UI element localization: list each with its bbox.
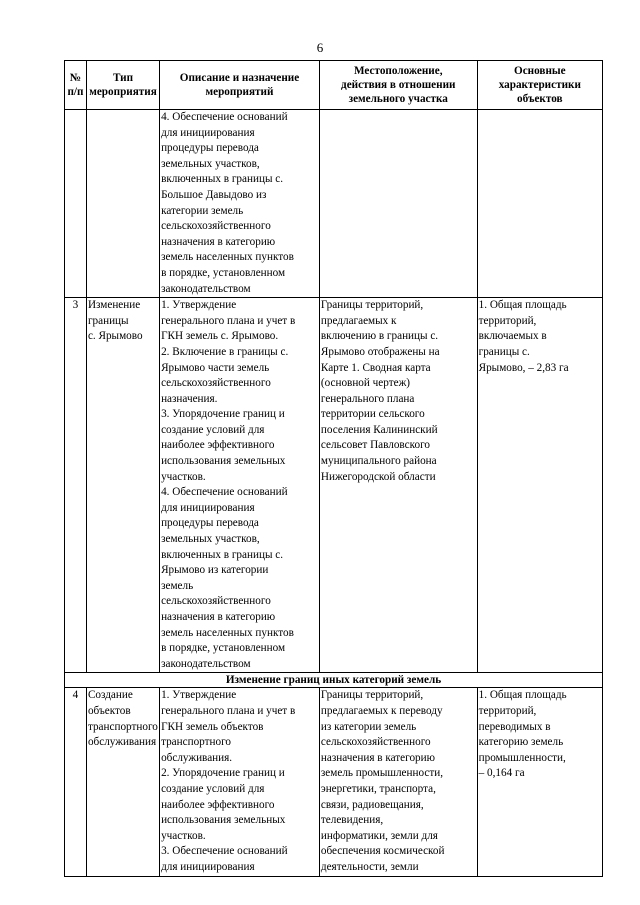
text-line: Границы территорий, <box>320 689 424 702</box>
text-line: с. Ярымово <box>87 330 143 343</box>
text-line: Ярымово, – 2,83 га <box>478 361 569 374</box>
text-line: 3. Обеспечение оснований <box>161 845 288 858</box>
text-line: для инициирования <box>161 501 255 514</box>
text-line: Границы территорий, <box>320 299 424 312</box>
text-line: границы <box>87 314 129 327</box>
header-num <box>65 61 87 110</box>
row3-num: 3 <box>65 298 87 673</box>
text-line: использования земельных <box>161 455 286 468</box>
text-line: категории земель <box>161 204 244 217</box>
text-line: 1. Утверждение <box>161 299 237 312</box>
text-line: создание условий для <box>161 423 265 436</box>
text-line: использования земельных <box>161 814 286 827</box>
text-line: в порядке, установленном <box>161 642 286 655</box>
text-line: Основные <box>514 65 566 77</box>
row3-chars <box>477 298 602 673</box>
text-line: назначения в категорию <box>320 751 435 764</box>
header-chars <box>477 61 602 110</box>
section-title: Изменение границ иных категорий земель <box>65 673 603 688</box>
table-row <box>65 688 603 876</box>
text-line: земель населенных пунктов <box>161 251 294 264</box>
text-line: процедуры перевода <box>161 517 259 530</box>
row4-chars <box>477 688 602 876</box>
text-line: включенных в границы с. <box>161 548 284 561</box>
text-line: обеспечения космической <box>320 845 445 858</box>
text-line: сельскохозяйственного <box>161 377 271 390</box>
text-line: сельсовет Павловского <box>320 439 430 452</box>
text-line: обслуживания <box>87 736 157 749</box>
text-line: территорий, <box>478 704 537 717</box>
text-line: земельных участков, <box>161 533 260 546</box>
text-line: территорий, <box>478 314 537 327</box>
text-line: земель промышленности, <box>320 767 444 780</box>
text-line: территории сельского <box>320 408 425 421</box>
text-line: Тип <box>112 72 134 84</box>
text-line: генерального плана <box>320 392 415 405</box>
text-line: 1. Общая площадь <box>478 299 567 312</box>
text-line: включенных в границы с. <box>161 173 284 186</box>
text-line: связи, радиовещания, <box>320 798 424 811</box>
row3-desc <box>160 298 320 673</box>
text-line: сельскохозяйственного <box>161 595 271 608</box>
text-line: Создание <box>87 689 133 702</box>
text-line: наиболее эффективного <box>161 439 275 452</box>
text-line: информатики, земли для <box>320 829 438 842</box>
text-line: земельных участков, <box>161 157 260 170</box>
text-line: поселения Калининский <box>320 423 438 436</box>
cont-desc-cell <box>160 110 320 298</box>
text-line: для инициирования <box>161 860 255 873</box>
table-row <box>65 298 603 673</box>
text-line: предлагаемых к переводу <box>320 704 443 717</box>
text-line: участков. <box>161 470 206 483</box>
text-line: ГКН земель с. Ярымово. <box>161 330 279 343</box>
row4-loc <box>319 688 477 876</box>
text-line: назначения в категорию <box>161 235 276 248</box>
text-line: для инициирования <box>161 126 255 139</box>
text-line: 1. Утверждение <box>161 689 237 702</box>
text-line: включаемых в <box>478 330 547 343</box>
text-line: 1. Общая площадь <box>478 689 567 702</box>
text-line: Ярымово отображены на <box>320 345 440 358</box>
text-line: переводимых в <box>478 720 551 733</box>
text-line: – 0,164 га <box>478 767 525 780</box>
text-line: Карте 1. Сводная карта <box>320 361 431 374</box>
text-line: п/п <box>67 86 84 98</box>
text-line: Описание и назначение <box>179 72 300 84</box>
text-line: объектов <box>517 93 563 105</box>
text-line: генерального плана и учет в <box>161 704 296 717</box>
text-line: транспортного <box>161 736 232 749</box>
text-line: характеристики <box>498 79 581 91</box>
row4-desc <box>160 688 320 876</box>
text-line: телевидения, <box>320 814 384 827</box>
text-line: 2. Включение в границы с. <box>161 345 289 358</box>
text-line: энергетики, транспорта, <box>320 782 436 795</box>
text-line: законодательством <box>161 282 251 295</box>
text-line: промышленности, <box>478 751 566 764</box>
text-line: 2. Упорядочение границ и <box>161 767 285 780</box>
row3-type <box>86 298 159 673</box>
text-line: генерального плана и учет в <box>161 314 296 327</box>
row3-loc <box>319 298 477 673</box>
text-line: муниципального района <box>320 455 437 468</box>
text-line: мероприятий <box>205 86 274 98</box>
text-line: из категории земель <box>320 720 417 733</box>
text-line: обслуживания. <box>161 751 233 764</box>
text-line: Изменение <box>87 299 141 312</box>
table-row <box>65 110 603 298</box>
text-line: № <box>69 72 82 84</box>
text-line: 4. Обеспечение оснований <box>161 486 288 499</box>
row4-num: 4 <box>65 688 87 876</box>
text-line: 4. Обеспечение оснований <box>161 111 288 123</box>
header-desc <box>160 61 320 110</box>
text-line: мероприятия <box>89 86 157 98</box>
text-line: сельскохозяйственного <box>161 220 271 233</box>
text-line: земель населенных пунктов <box>161 626 294 639</box>
row4-type <box>86 688 159 876</box>
text-line: создание условий для <box>161 782 265 795</box>
text-line: процедуры перевода <box>161 142 259 155</box>
land-measures-table <box>64 60 603 877</box>
text-line: действия в отношении <box>341 79 456 91</box>
section-row <box>65 673 603 688</box>
text-line: деятельности, земли <box>320 860 419 873</box>
text-line: законодательством <box>161 657 251 670</box>
text-line: предлагаемых к <box>320 314 397 327</box>
table-header-row <box>65 61 603 110</box>
cont-num-cell <box>65 110 87 298</box>
text-line: сельскохозяйственного <box>320 736 431 749</box>
text-line: участков. <box>161 829 206 842</box>
cont-type-cell <box>86 110 159 298</box>
header-loc <box>319 61 477 110</box>
text-line: транспортного <box>87 720 158 733</box>
page-number: 6 <box>316 40 324 55</box>
cont-loc-cell <box>319 110 477 298</box>
text-line: земельного участка <box>348 93 448 105</box>
text-line: Ярымово из категории <box>161 564 269 577</box>
text-line: Большое Давыдово из <box>161 188 267 201</box>
cont-chars-cell <box>477 110 602 298</box>
text-line: в порядке, установленном <box>161 266 286 279</box>
text-line: категорию земель <box>478 736 564 749</box>
text-line: назначения в категорию <box>161 611 276 623</box>
text-line: наиболее эффективного <box>161 798 275 811</box>
text-line: объектов <box>87 704 131 717</box>
text-line: (основной чертеж) <box>320 377 411 390</box>
text-line: Нижегородской области <box>320 470 436 483</box>
text-line: Местоположение, <box>354 65 443 77</box>
text-line: Ярымово части земель <box>161 361 270 374</box>
text-line: ГКН земель объектов <box>161 720 264 733</box>
text-line: границы с. <box>478 345 530 358</box>
text-line: 3. Упорядочение границ и <box>161 408 285 421</box>
text-line: земель <box>161 579 194 592</box>
text-line: назначения. <box>161 392 218 405</box>
header-type <box>86 61 159 110</box>
text-line: включению в границы с. <box>320 330 439 343</box>
